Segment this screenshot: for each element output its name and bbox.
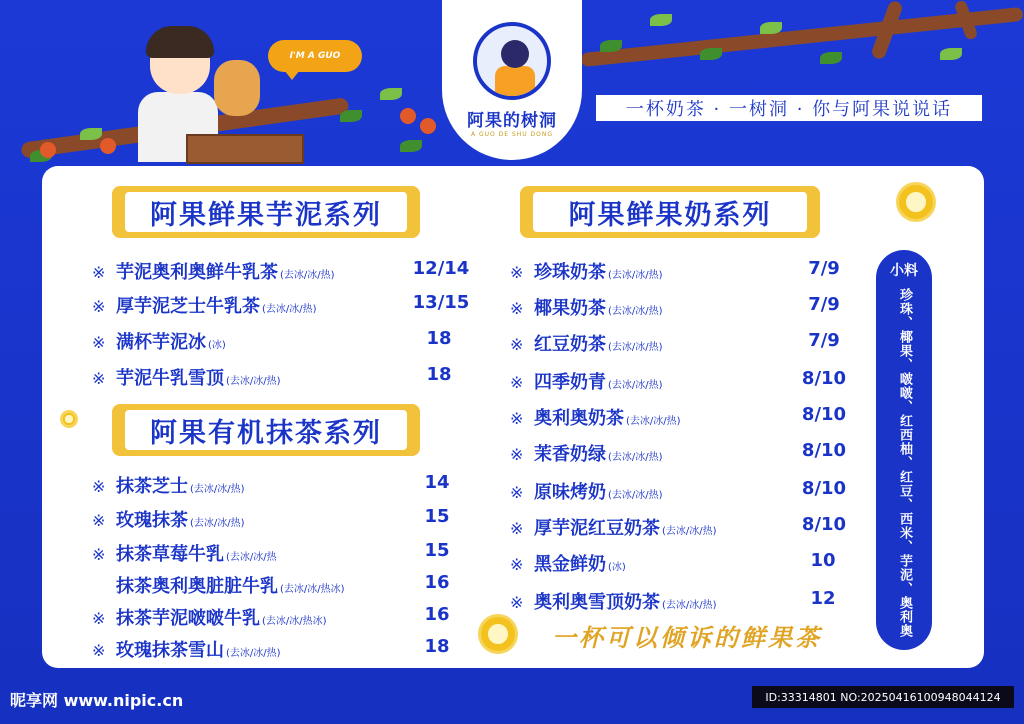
menu-item <box>510 368 663 394</box>
item-name: 抹茶草莓牛乳 <box>116 544 224 565</box>
section-banner <box>520 186 820 238</box>
leaf-icon <box>820 52 842 64</box>
item-name: 原味烤奶 <box>534 482 606 503</box>
item-price: 8/10 <box>801 514 847 535</box>
item-name: 厚芋泥红豆奶茶 <box>534 518 660 539</box>
menu-item <box>92 540 277 566</box>
bullet-mark: ※ <box>510 335 524 354</box>
menu-item <box>92 572 345 598</box>
item-name: 黑金鲜奶 <box>534 554 606 575</box>
bullet-mark: ※ <box>510 593 524 612</box>
bullet-mark: ※ <box>92 545 106 564</box>
item-price: 7/9 <box>808 258 840 279</box>
brand-subtitle: A GUO DE SHU DONG <box>470 131 554 138</box>
brand-name: 阿果的树洞 <box>467 111 557 131</box>
fruit-icon <box>400 108 416 124</box>
item-options: (去冰/冰/热) <box>262 304 317 315</box>
leaf-icon <box>380 88 402 100</box>
menu-item <box>92 604 327 630</box>
item-price: 8/10 <box>801 368 847 389</box>
item-name: 四季奶青 <box>534 372 606 393</box>
bullet-mark: ※ <box>92 263 106 282</box>
item-name: 抹茶奥利奥脏脏牛乳 <box>116 576 278 597</box>
leaf-icon <box>400 140 422 152</box>
item-options: (冰) <box>608 562 626 573</box>
item-name: 茉香奶绿 <box>534 444 606 465</box>
bullet-mark: ※ <box>510 299 524 318</box>
item-options: (去冰/冰/热) <box>608 490 663 501</box>
section-title: 阿果有机抹茶系列 <box>125 410 407 450</box>
item-name: 红豆奶茶 <box>534 334 606 355</box>
menu-item <box>92 258 335 284</box>
leaf-icon <box>650 14 672 26</box>
item-options: (冰) <box>208 340 226 351</box>
section-banner <box>112 186 420 238</box>
bullet-mark: ※ <box>510 519 524 538</box>
toppings-title: 小料 <box>890 263 918 279</box>
menu-item <box>510 404 681 430</box>
menu-item <box>510 330 663 356</box>
section-banner <box>112 404 420 456</box>
menu-item <box>92 292 317 318</box>
item-price: 15 <box>424 506 450 527</box>
item-name: 奥利奥雪顶奶茶 <box>534 592 660 613</box>
bullet-mark: ※ <box>510 263 524 282</box>
item-name: 抹茶芝士 <box>116 476 188 497</box>
menu-item <box>92 364 281 390</box>
section-title: 阿果鲜果奶系列 <box>533 192 807 232</box>
item-price: 7/9 <box>808 294 840 315</box>
item-options: (去冰/冰/热) <box>608 452 663 463</box>
menu-item <box>92 328 226 354</box>
item-price: 12/14 <box>412 258 470 279</box>
script-tagline: 一杯可以倾诉的鲜果茶 <box>552 623 822 652</box>
menu-item <box>510 514 717 540</box>
leaf-icon <box>940 48 962 60</box>
item-price: 7/9 <box>808 330 840 351</box>
item-options: (去冰/冰/热) <box>608 270 663 281</box>
cat-illustration <box>214 60 260 116</box>
item-name: 珍珠奶茶 <box>534 262 606 283</box>
lemon-icon <box>478 614 518 654</box>
item-options: (去冰/冰/热) <box>190 484 245 495</box>
item-name: 厚芋泥芝士牛乳茶 <box>116 296 260 317</box>
bullet-mark: ※ <box>92 609 106 628</box>
menu-item <box>510 588 717 614</box>
menu-item <box>92 506 245 532</box>
menu-item <box>92 636 281 662</box>
bullet-mark: ※ <box>92 477 106 496</box>
leaf-icon <box>700 48 722 60</box>
bullet-mark: ※ <box>92 333 106 352</box>
bullet-mark: ※ <box>510 555 524 574</box>
item-options: (去冰/冰/热) <box>626 416 681 427</box>
item-price: 18 <box>426 364 452 385</box>
item-price: 15 <box>424 540 450 561</box>
leaf-icon <box>80 128 102 140</box>
item-price: 13/15 <box>412 292 470 313</box>
leaf-icon <box>760 22 782 34</box>
bullet-mark: ※ <box>92 297 106 316</box>
item-price: 10 <box>810 550 836 571</box>
item-options: (去冰/冰/热冰) <box>280 584 345 595</box>
item-price: 14 <box>424 472 450 493</box>
lemon-icon <box>896 182 936 222</box>
menu-item <box>510 294 663 320</box>
toppings-panel <box>876 250 932 650</box>
item-name: 满杯芋泥冰 <box>116 332 206 353</box>
item-options: (去冰/冰/热) <box>226 376 281 387</box>
item-price: 8/10 <box>801 440 847 461</box>
item-price: 16 <box>424 572 450 593</box>
item-options: (去冰/冰/热) <box>608 306 663 317</box>
item-price: 12 <box>810 588 836 609</box>
section-title: 阿果鲜果芋泥系列 <box>125 192 407 232</box>
watermark-id: ID:33314801 NO:20250416100948044124 <box>752 686 1014 708</box>
item-name: 芋泥牛乳雪顶 <box>116 368 224 389</box>
bullet-mark: ※ <box>92 641 106 660</box>
item-price: 16 <box>424 604 450 625</box>
item-name: 芋泥奥利奥鲜牛乳茶 <box>116 262 278 283</box>
menu-item <box>510 478 663 504</box>
toppings-list: 珍珠、椰果、啵啵、红西柚、红豆、西米、芋泥、奥利奥 <box>897 288 912 638</box>
brand-logo <box>442 0 582 160</box>
menu-item <box>92 472 245 498</box>
item-name: 玫瑰抹茶雪山 <box>116 640 224 661</box>
item-price: 8/10 <box>801 478 847 499</box>
wooden-box <box>186 134 304 164</box>
menu-item <box>510 550 626 576</box>
item-options: (去冰/冰/热冰) <box>262 616 327 627</box>
item-options: (去冰/冰/热) <box>190 518 245 529</box>
item-name: 抹茶芋泥啵啵牛乳 <box>116 608 260 629</box>
item-name: 椰果奶茶 <box>534 298 606 319</box>
item-name: 玫瑰抹茶 <box>116 510 188 531</box>
menu-item <box>510 258 663 284</box>
speech-bubble: I'M A GUO <box>268 40 362 72</box>
lemon-icon <box>60 410 78 428</box>
item-price: 18 <box>426 328 452 349</box>
item-price: 18 <box>424 636 450 657</box>
item-price: 8/10 <box>801 404 847 425</box>
menu-item <box>510 440 663 466</box>
item-options: (去冰/冰/热) <box>226 648 281 659</box>
bullet-mark: ※ <box>510 409 524 428</box>
item-options: (去冰/冰/热) <box>662 600 717 611</box>
item-options: (去冰/冰/热) <box>608 380 663 391</box>
bullet-mark: ※ <box>92 511 106 530</box>
fruit-icon <box>100 138 116 154</box>
leaf-icon <box>600 40 622 52</box>
slogan-bar: 一杯奶茶 · 一树洞 · 你与阿果说说话 <box>596 95 982 121</box>
character-hair <box>146 26 214 58</box>
bullet-mark: ※ <box>510 483 524 502</box>
item-options: (去冰/冰/热) <box>280 270 335 281</box>
item-options: (去冰/冰/热 <box>226 552 277 563</box>
bullet-mark: ※ <box>92 369 106 388</box>
item-options: (去冰/冰/热) <box>662 526 717 537</box>
item-options: (去冰/冰/热) <box>608 342 663 353</box>
watermark-logo: 昵享网 www.nipic.cn <box>10 691 184 710</box>
fruit-icon <box>40 142 56 158</box>
logo-emblem-icon <box>473 22 551 100</box>
item-name: 奥利奥奶茶 <box>534 408 624 429</box>
leaf-icon <box>340 110 362 122</box>
bullet-mark: ※ <box>510 373 524 392</box>
fruit-icon <box>420 118 436 134</box>
bullet-mark: ※ <box>510 445 524 464</box>
